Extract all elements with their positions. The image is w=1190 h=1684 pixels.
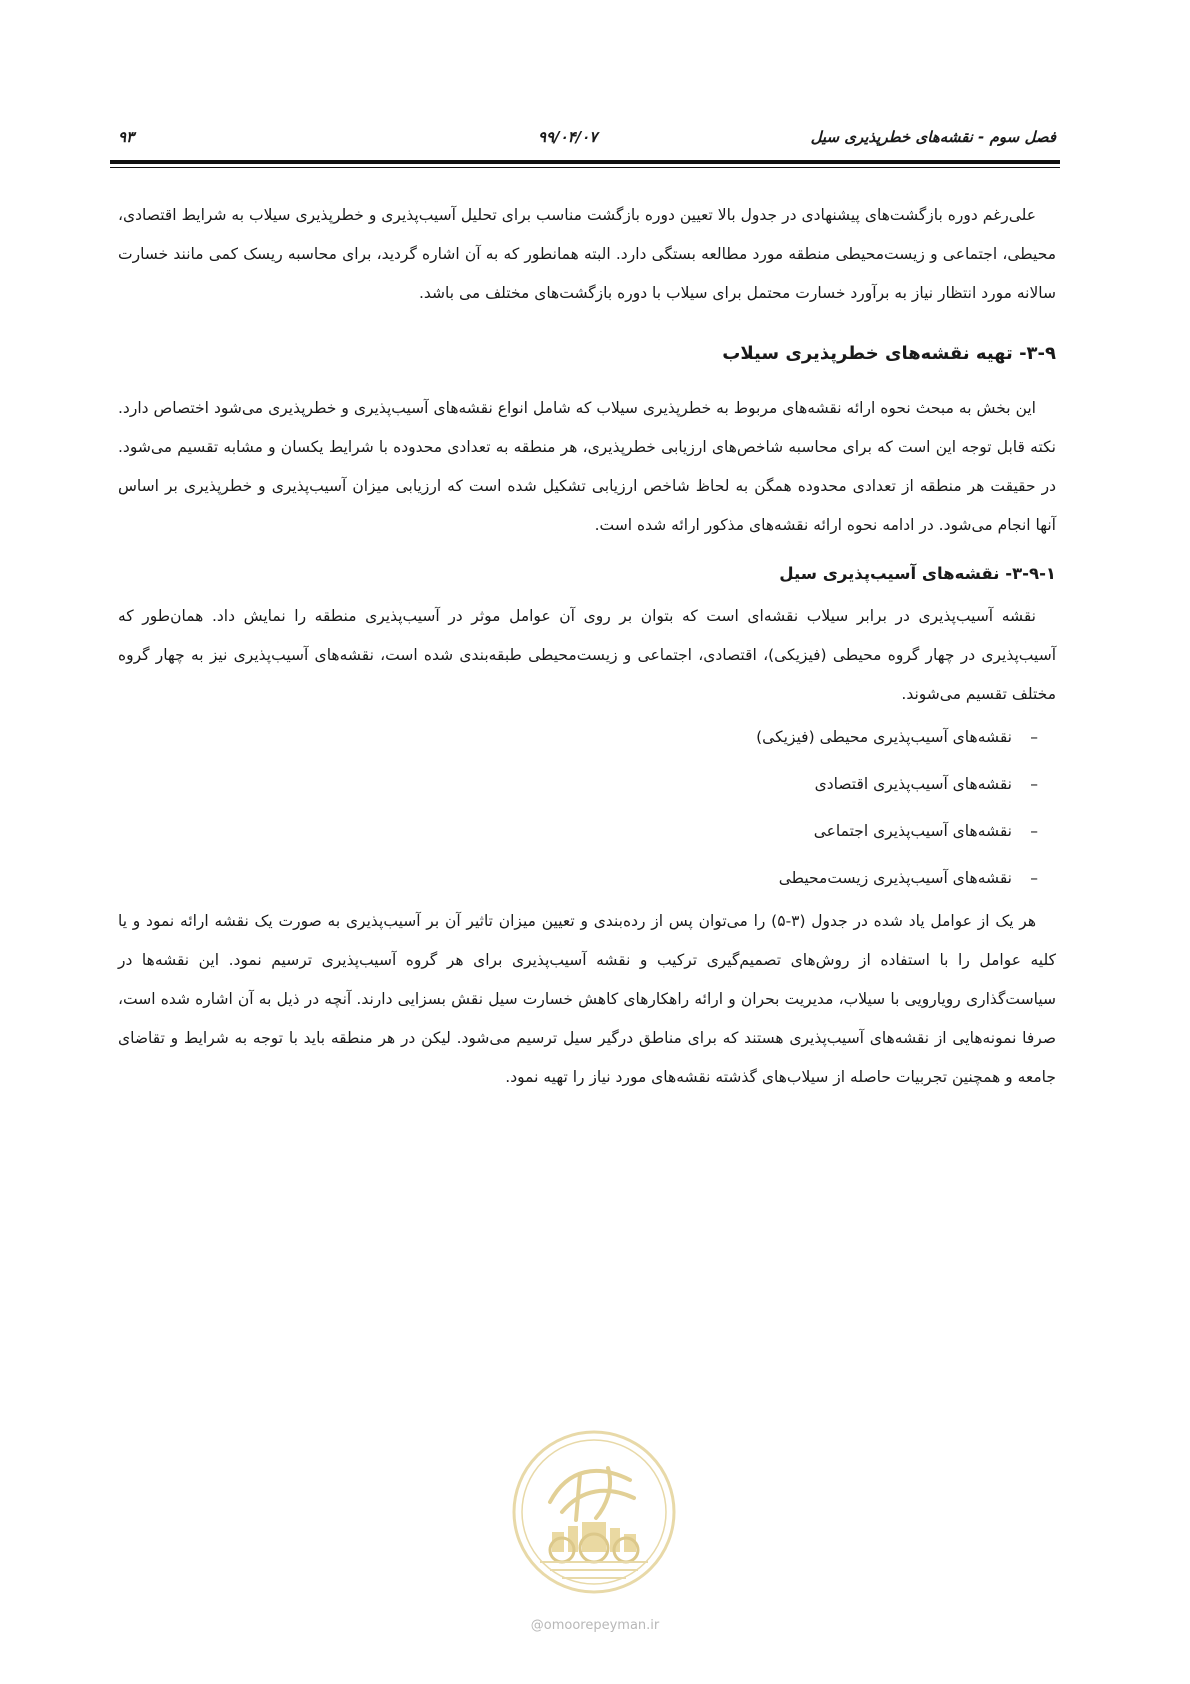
bullet-dash: – <box>1030 822 1038 840</box>
list-item <box>118 761 1038 808</box>
watermark-seal-logo <box>510 1428 678 1596</box>
page-number: ۹۳ <box>118 128 135 146</box>
list-item-text: نقشه‌های آسیب‌پذیری زیست‌محیطی <box>778 869 1012 887</box>
vulnerability-map-list <box>118 714 1056 902</box>
header-rule-thick <box>110 160 1060 164</box>
closing-paragraph: هر یک از عوامل یاد شده در جدول (۳-۵) را می‌توان پس از رده‌بندی و تعیین میزان تاثیر آن بر آسیب‌پذیری به صورت یک نقشه ارائه نمود و یا کلیه عوامل را با استفاده از روش‌های تصمیم‌گیری ترکیب و نقشه آسیب‌پذیری برای هر گروه آسیب‌پذیری ترسیم نمود. این نقشه‌ها در سیاست‌گذاری رویارویی با سیلاب، مدیریت بحران و ارائه راهکارهای کاهش خسارت سیل نقش بسزایی دارند. آنچه در ذیل به آن اشاره شده است، صرفا نمونه‌هایی از نقشه‌های آسیب‌پذیری هستند که برای مناطق درگیر سیل ترسیم می‌شود. لیکن در هر منطقه باید با توجه به شرایط و تقاضای جامعه و همچنین تجربیات حاصله از سیلاب‌های گذشته نقشه‌های مورد نیاز را تهیه نمود. <box>118 912 1056 1086</box>
bullet-dash: – <box>1030 728 1038 746</box>
section-heading-9: ۳-۹- تهیه نقشه‌های خطرپذیری سیلاب <box>722 343 1056 364</box>
section-heading-9-1: ۳-۹-۱- نقشه‌های آسیب‌پذیری سیل <box>779 564 1056 583</box>
bullet-dash: – <box>1030 869 1038 887</box>
running-header <box>118 128 1056 152</box>
list-item-text: نقشه‌های آسیب‌پذیری اقتصادی <box>814 775 1012 793</box>
bullet-dash: – <box>1030 775 1038 793</box>
list-item-text: نقشه‌های آسیب‌پذیری اجتماعی <box>813 822 1012 840</box>
list-item <box>118 808 1038 855</box>
intro-paragraph: علی‌رغم دوره بازگشت‌های پیشنهادی در جدول بالا تعیین دوره بازگشت مناسب برای تحلیل آسیب‌پذیری و خطرپذیری سیلاب به شرایط اقتصادی، محیطی، اجتماعی و زیست‌محیطی منطقه مورد مطالعه بستگی دارد. البته همانطور که به آن اشاره گردید، برای محاسبه ریسک کمی مانند خسارت سالانه مورد انتظار نیاز به برآورد خسارت محتمل برای سیلاب با دوره بازگشت‌های مختلف می باشد. <box>118 206 1056 302</box>
list-item-text: نقشه‌های آسیب‌پذیری محیطی (فیزیکی) <box>756 728 1012 746</box>
watermark-url: @omoorepeyman.ir <box>530 1618 660 1633</box>
main-content <box>118 196 1056 1097</box>
list-item <box>118 855 1038 902</box>
document-date: ۹۹/۰۴/۰۷ <box>538 128 598 146</box>
list-item <box>118 714 1038 761</box>
header-rule-thin <box>110 167 1060 168</box>
section-9-1-paragraph: نقشه آسیب‌پذیری در برابر سیلاب نقشه‌ای است که بتوان بر روی آن عوامل موثر در آسیب‌پذیری منطقه را نمایش داد. همان‌طور که آسیب‌پذیری در چهار گروه محیطی (فیزیکی)، اقتصادی، اجتماعی و زیست‌محیطی طبقه‌بندی شده است، نقشه‌های آسیب‌پذیری نیز به چهار گروه مختلف تقسیم می‌شوند. <box>118 607 1056 703</box>
chapter-title: فصل سوم - نقشه‌های خطرپذیری سیل <box>810 128 1056 146</box>
section-9-paragraph: این بخش به مبحث نحوه ارائه نقشه‌های مربوط به خطرپذیری سیلاب که شامل انواع نقشه‌های آسیب‌پذیری و خطرپذیری می‌شود اختصاص دارد. نکته قابل توجه این است که برای محاسبه شاخص‌های ارزیابی خطرپذیری، هر منطقه به تعدادی محدوده با شرایط یکسان و مشابه تقسیم می‌شود. در حقیقت هر منطقه از تعدادی محدوده همگن به لحاظ شاخص ارزیابی تشکیل شده است که ارزیابی میزان آسیب‌پذیری و خطرپذیری بر اساس آنها انجام می‌شود. در ادامه نحوه ارائه نقشه‌های مذکور ارائه شده است. <box>118 399 1056 534</box>
